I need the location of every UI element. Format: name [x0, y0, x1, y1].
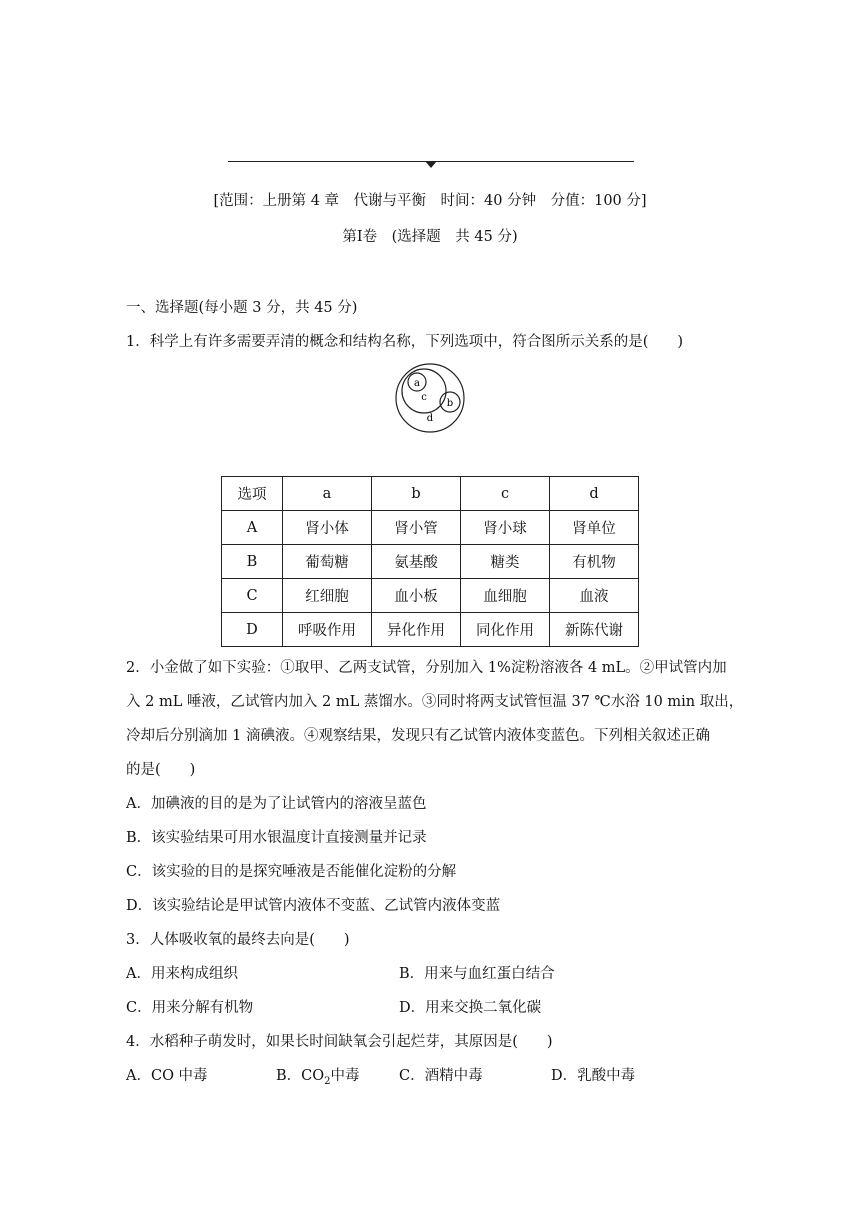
- q2-option-d: D．该实验结论是甲试管内液体不变蓝、乙试管内液体变蓝: [126, 898, 501, 914]
- q2-option-a: A．加碘液的目的是为了让试管内的溶液呈蓝色: [126, 796, 427, 812]
- table-cell: 血细胞: [461, 579, 550, 613]
- label-c: c: [421, 392, 427, 403]
- q1-stem: 1．科学上有许多需要弄清的概念和结构名称，下列选项中，符合图所示关系的是( ): [126, 334, 684, 350]
- q3-option-b: B．用来与血红蛋白结合: [399, 966, 555, 982]
- table-row: [222, 579, 639, 613]
- q4-option-b-suffix: 中毒: [330, 1068, 360, 1084]
- q1-options-table: [221, 476, 639, 647]
- table-row: [222, 511, 639, 545]
- q4-option-d: D．乳酸中毒: [551, 1068, 636, 1084]
- q3-option-d: D．用来交换二氧化碳: [399, 1000, 542, 1016]
- header-cell: b: [372, 477, 461, 511]
- q2-line-3: 冷却后分别滴加 1 滴碘液。④观察结果，发现只有乙试管内液体变蓝色。下列相关叙述正确: [126, 728, 710, 744]
- q2-option-b: B．该实验结果可用水银温度计直接测量并记录: [126, 830, 427, 846]
- table-cell: C: [222, 579, 283, 613]
- q4-option-c: C．酒精中毒: [399, 1068, 483, 1084]
- q4-option-b-prefix: B．CO: [276, 1068, 325, 1084]
- header-cell: d: [550, 477, 639, 511]
- q2-option-c: C．该实验的目的是探究唾液是否能催化淀粉的分解: [126, 864, 457, 880]
- table-cell: D: [222, 613, 283, 647]
- q2-line-4: 的是( ): [126, 762, 196, 778]
- table-cell: 红细胞: [283, 579, 372, 613]
- table-cell: 有机物: [550, 545, 639, 579]
- q3-option-a: A．用来构成组织: [126, 966, 238, 982]
- q2-line-2: 入 2 mL 唾液，乙试管内加入 2 mL 蒸馏水。③同时将两支试管恒温 37 ℃水浴 10 min 取出，: [126, 694, 744, 710]
- table-cell: 呼吸作用: [283, 613, 372, 647]
- table-cell: 异化作用: [372, 613, 461, 647]
- table-cell: 新陈代谢: [550, 613, 639, 647]
- q4-option-a: A．CO 中毒: [126, 1068, 208, 1084]
- header-cell: a: [283, 477, 372, 511]
- table-header-row: [222, 477, 639, 511]
- table-cell: 肾小管: [372, 511, 461, 545]
- q4-option-b: [276, 1059, 360, 1099]
- q3-option-c: C．用来分解有机物: [126, 1000, 254, 1016]
- header-cell: c: [461, 477, 550, 511]
- table-cell: 氨基酸: [372, 545, 461, 579]
- part-title: 第Ⅰ卷 (选择题 共 45 分): [342, 229, 518, 245]
- table-cell: 肾小体: [283, 511, 372, 545]
- label-a: a: [414, 378, 420, 389]
- header-cell: 选项: [222, 477, 283, 511]
- table-cell: 肾小球: [461, 511, 550, 545]
- q2-line-1: 2．小金做了如下实验：①取甲、乙两支试管，分别加入 1%淀粉溶液各 4 mL。②甲试管内加: [126, 660, 727, 676]
- table-row: [222, 613, 639, 647]
- table-cell: 肾单位: [550, 511, 639, 545]
- table-cell: 血小板: [372, 579, 461, 613]
- table-cell: 同化作用: [461, 613, 550, 647]
- table-row: [222, 545, 639, 579]
- table-cell: A: [222, 511, 283, 545]
- table-cell: B: [222, 545, 283, 579]
- q1-venn-diagram: [390, 362, 470, 436]
- label-b: b: [446, 398, 454, 409]
- table-cell: 血液: [550, 579, 639, 613]
- q3-stem: 3．人体吸收氧的最终去向是( ): [126, 932, 350, 948]
- q4-stem: 4．水稻种子萌发时，如果长时间缺氧会引起烂芽，其原因是( ): [126, 1034, 553, 1050]
- q4-option-b-subscript: 2: [324, 1075, 331, 1087]
- header-rule-marker: [425, 161, 437, 168]
- table-cell: 葡萄糖: [283, 545, 372, 579]
- exam-scope-line: [范围：上册第 4 章 代谢与平衡 时间：40 分钟 分值：100 分]: [213, 193, 647, 209]
- label-d: d: [426, 413, 434, 424]
- table-cell: 糖类: [461, 545, 550, 579]
- section-title: 一、选择题(每小题 3 分，共 45 分): [126, 300, 358, 316]
